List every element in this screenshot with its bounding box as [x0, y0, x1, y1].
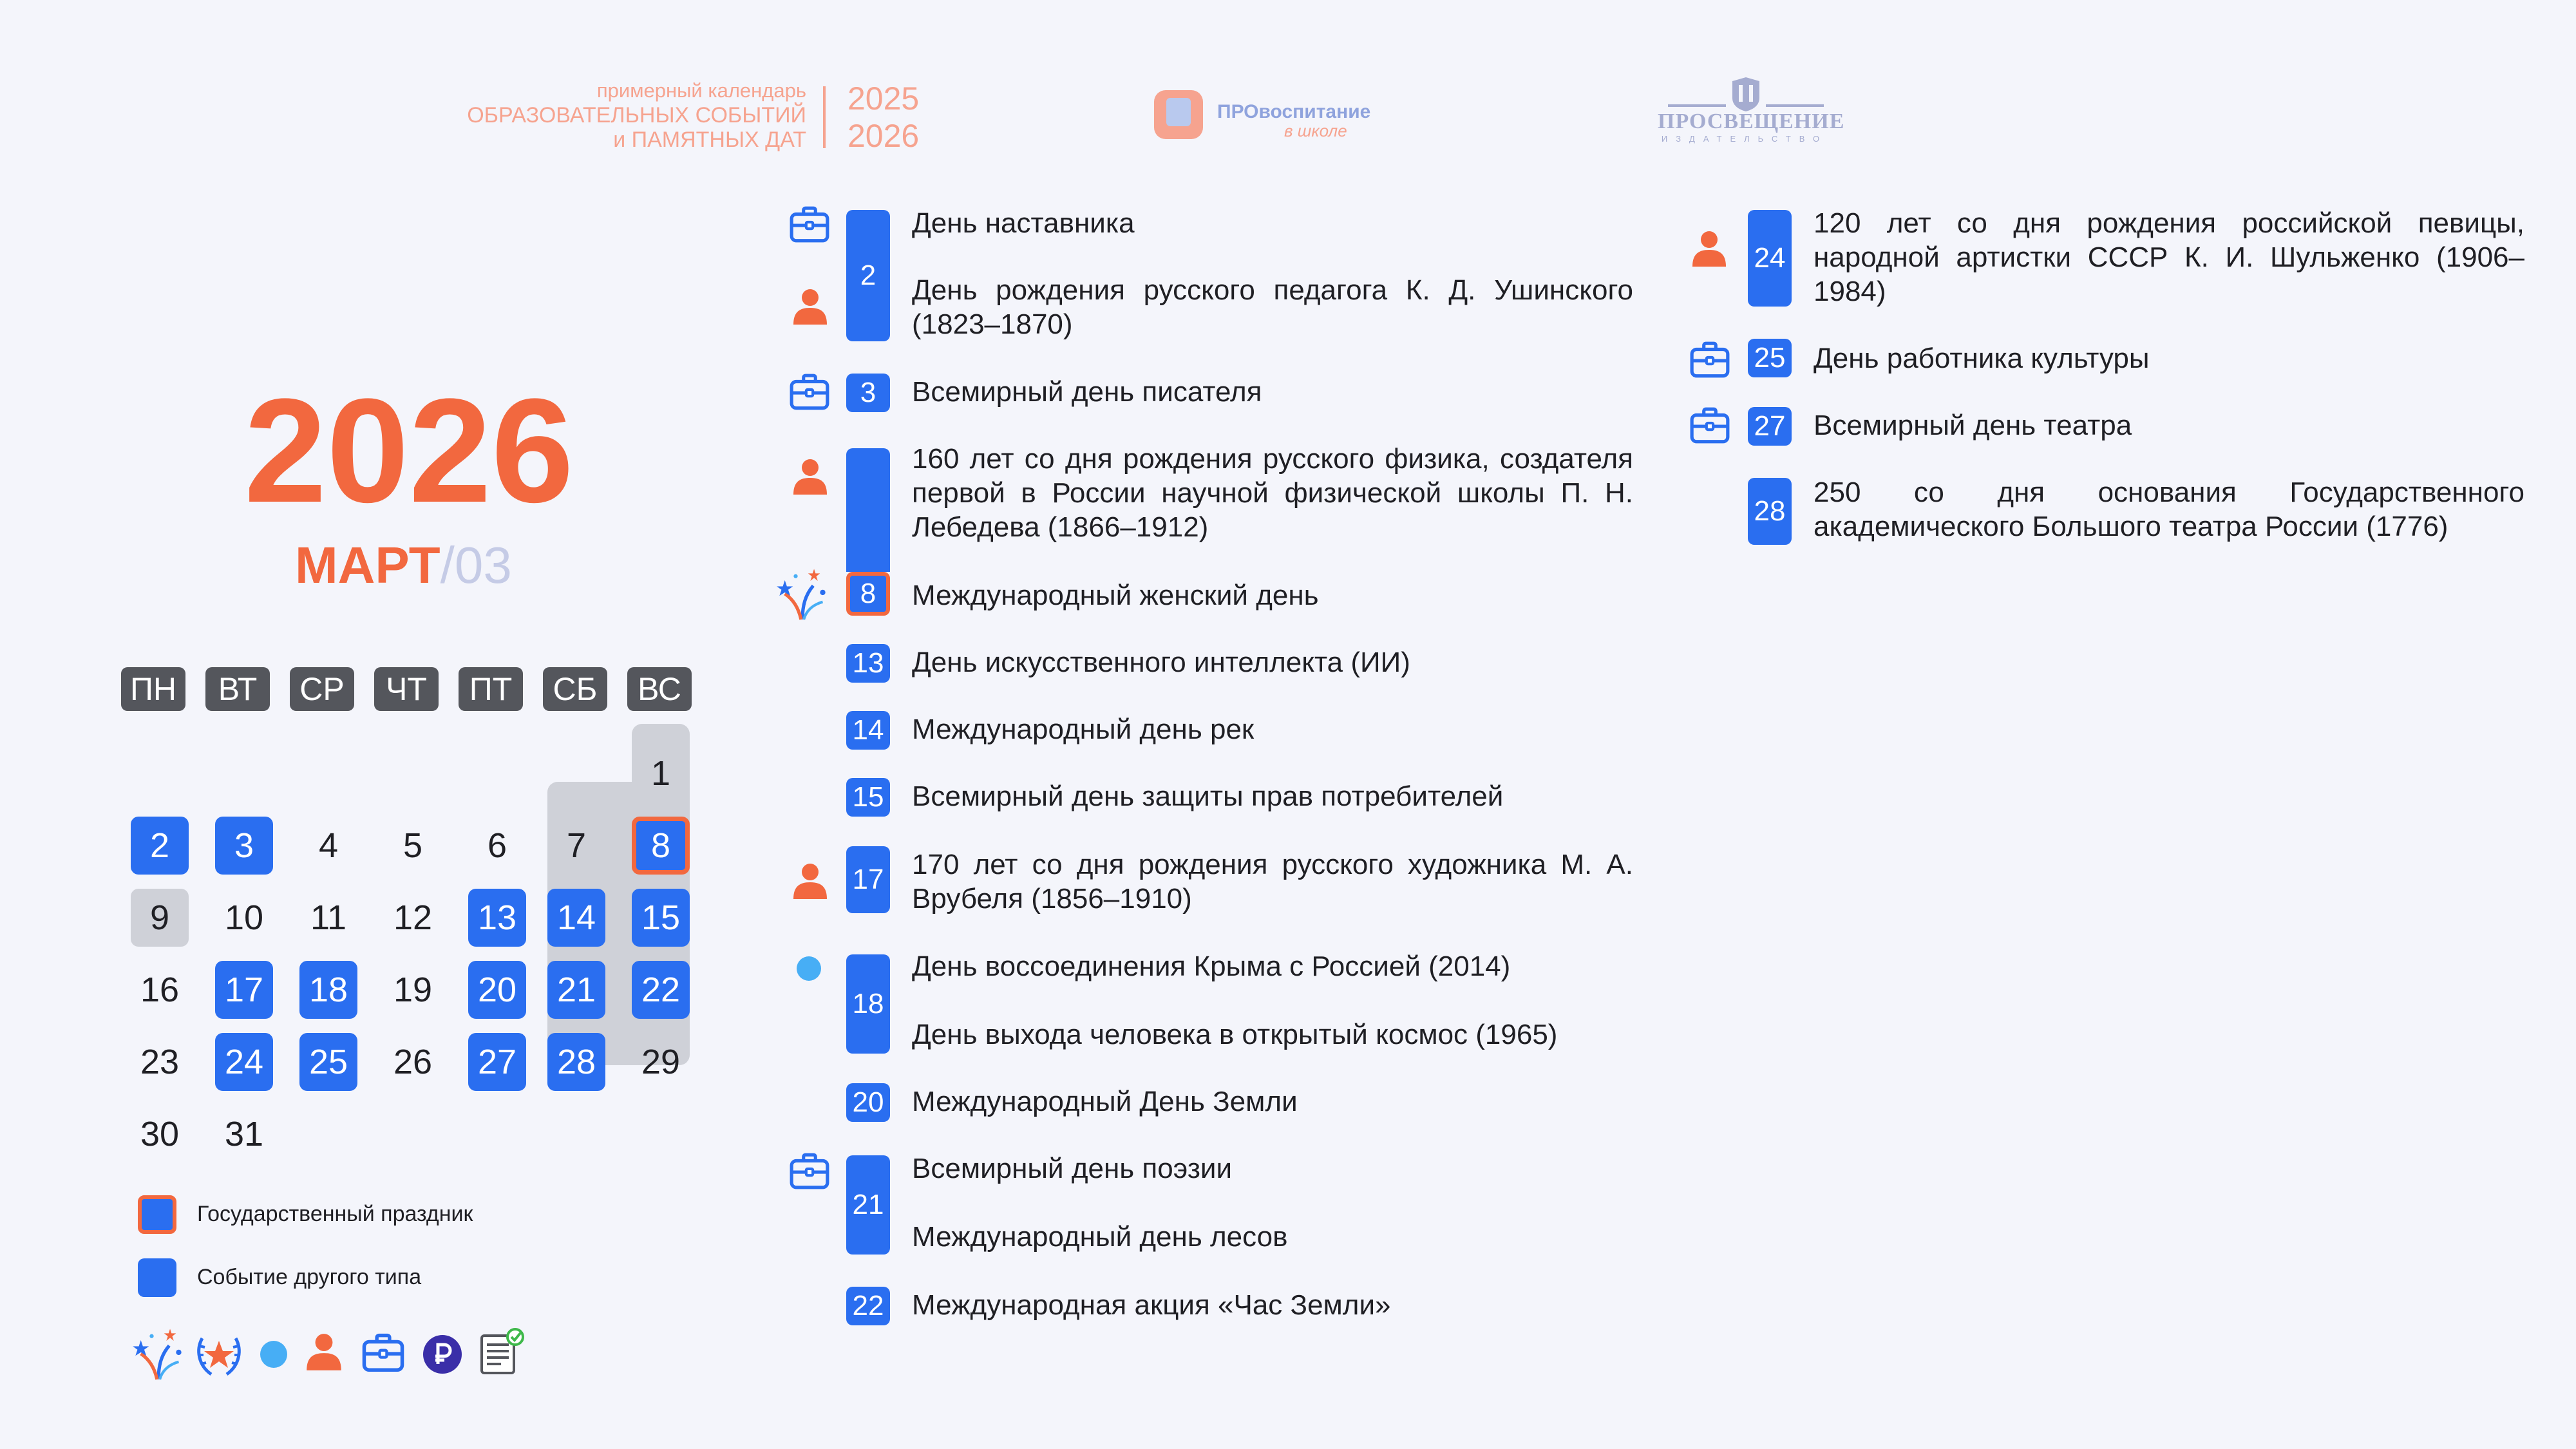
calendar-day[interactable]: 21 — [547, 961, 605, 1019]
briefcase-icon — [788, 204, 831, 246]
event-text: День искусственного интеллекта (ИИ) — [912, 647, 1410, 678]
laurel-star-icon — [193, 1331, 245, 1379]
dot-icon — [259, 1340, 289, 1369]
event-day-18: 18 — [846, 954, 890, 1054]
calendar-day-holiday[interactable]: 8 — [632, 817, 690, 875]
event-text: 120 лет со дня рождения российской певицы, народной артистки СССР К. И. Шульженко (1906–1984) — [1814, 207, 2524, 307]
weekday-thu: ЧТ — [374, 667, 439, 711]
event-day-15: 15 — [846, 778, 890, 817]
person-icon — [790, 286, 831, 327]
fireworks-icon — [131, 1327, 185, 1381]
weekday-fri: ПТ — [459, 667, 523, 711]
event-text: Международный День Земли — [912, 1086, 1298, 1117]
month-title — [295, 535, 512, 596]
calendar-day[interactable]: 26 — [393, 1043, 433, 1081]
event-text: Международный женский день — [912, 580, 1319, 611]
event-day-24: 24 — [1748, 210, 1792, 307]
calendar-day[interactable]: 15 — [632, 889, 690, 947]
year-to: 2026 — [848, 118, 920, 154]
document-icon — [478, 1327, 527, 1376]
calendar-day[interactable]: 16 — [140, 971, 180, 1009]
calendar-day[interactable]: 18 — [299, 961, 357, 1019]
legend-holiday-label: Государственный праздник — [197, 1202, 473, 1226]
person-icon — [790, 456, 831, 497]
month-calendar — [121, 667, 694, 1153]
calendar-day[interactable]: 29 — [641, 1043, 681, 1081]
weekday-wed: СР — [290, 667, 354, 711]
event-day-2: 2 — [846, 210, 890, 341]
event-day-20: 20 — [846, 1083, 890, 1122]
calendar-day[interactable]: 27 — [468, 1033, 526, 1091]
calendar-day[interactable]: 3 — [215, 817, 273, 875]
person-icon — [1689, 228, 1730, 269]
calendar-day[interactable]: 31 — [224, 1115, 264, 1153]
briefcase-icon — [788, 1150, 831, 1193]
person-icon — [790, 860, 831, 902]
calendar-caption — [451, 79, 806, 152]
caption-line-2: ОБРАЗОВАТЕЛЬНЫХ СОБЫТИЙ — [467, 103, 806, 128]
event-day-21: 21 — [846, 1155, 890, 1255]
event-day-22: 22 — [846, 1287, 890, 1325]
fireworks-icon — [775, 567, 829, 621]
calendar-day[interactable]: 4 — [318, 826, 339, 865]
event-text: Международный день лесов — [912, 1221, 1288, 1253]
briefcase-icon — [361, 1331, 406, 1376]
person-icon — [303, 1331, 345, 1373]
calendar-day[interactable]: 23 — [140, 1043, 180, 1081]
legend-other-label: Событие другого типа — [197, 1265, 422, 1289]
provospitanie-logo-subtitle: в школе — [1284, 121, 1347, 140]
event-text: Всемирный день поэзии — [912, 1153, 1233, 1184]
calendar-day[interactable]: 22 — [632, 961, 690, 1019]
weekday-sun: ВС — [627, 667, 692, 711]
event-text: День наставника — [912, 207, 1135, 239]
weekday-mon: ПН — [121, 667, 185, 711]
prosveshchenie-emblem-icon — [1728, 76, 1763, 112]
event-text: Международный день рек — [912, 714, 1255, 745]
event-text: День воссоединения Крыма с Россией (2014) — [912, 951, 1511, 982]
prosveshchenie-rule-right — [1766, 104, 1824, 107]
briefcase-icon — [788, 371, 831, 413]
event-text: День рождения русского педагога К. Д. Ушинского (1823–1870) — [912, 274, 1633, 340]
event-text: Всемирный день защиты прав потребителей — [912, 781, 1504, 812]
weekday-sat: СБ — [543, 667, 607, 711]
header-divider — [823, 86, 826, 148]
calendar-day[interactable]: 5 — [402, 826, 423, 865]
briefcase-icon — [1689, 339, 1731, 381]
event-day-8: 8 — [846, 572, 890, 616]
caption-line-1: примерный календарь — [596, 79, 806, 102]
event-day-17: 17 — [846, 846, 890, 913]
event-day-25: 25 — [1748, 339, 1792, 377]
calendar-day[interactable]: 25 — [299, 1033, 357, 1091]
prosveshchenie-rule-left — [1668, 104, 1726, 107]
event-day-8-bar — [846, 448, 890, 572]
calendar-day[interactable]: 30 — [140, 1115, 180, 1153]
academic-years — [848, 80, 919, 155]
event-day-14: 14 — [846, 711, 890, 750]
calendar-day[interactable]: 1 — [650, 754, 671, 793]
event-day-27: 27 — [1748, 407, 1792, 446]
month-name: МАРТ — [295, 536, 440, 594]
calendar-day[interactable]: 14 — [547, 889, 605, 947]
legend-other-swatch — [138, 1258, 176, 1297]
event-text: Всемирный день театра — [1814, 410, 2132, 441]
calendar-day[interactable]: 11 — [310, 898, 347, 937]
calendar-day[interactable]: 28 — [547, 1033, 605, 1091]
prosveshchenie-logo-text: ПРОСВЕЩЕНИЕ — [1658, 109, 1845, 133]
month-number: /03 — [440, 536, 512, 594]
event-text: 250 со дня основания Государственного академического Большого театра России (1776) — [1814, 477, 2524, 542]
calendar-day[interactable]: 2 — [131, 817, 189, 875]
calendar-day[interactable]: 19 — [393, 971, 433, 1009]
prosveshchenie-logo-subtitle: ИЗДАТЕЛЬСТВО — [1661, 134, 1828, 144]
event-text: День работника культуры — [1814, 343, 2150, 374]
briefcase-icon — [1689, 404, 1731, 447]
event-day-13: 13 — [846, 644, 890, 683]
event-text: День выхода человека в открытый космос (1965) — [912, 1019, 1558, 1050]
event-text: 160 лет со дня рождения русского физика, создателя первой в России научной физической школы П. Н. Лебедева (1866–1912) — [912, 443, 1633, 543]
calendar-day[interactable]: 24 — [215, 1033, 273, 1091]
calendar-day[interactable]: 12 — [393, 898, 433, 937]
calendar-day[interactable]: 6 — [487, 826, 507, 865]
year-from: 2025 — [848, 80, 920, 117]
event-text: 170 лет со дня рождения русского художника М. А. Врубеля (1856–1910) — [912, 849, 1633, 914]
legend-holiday-swatch — [138, 1195, 176, 1234]
dot-icon — [796, 956, 822, 981]
calendar-day[interactable]: 20 — [468, 961, 526, 1019]
year-title: 2026 — [244, 368, 574, 533]
ruble-icon — [422, 1334, 462, 1374]
calendar-day-off[interactable]: 9 — [131, 889, 189, 947]
event-day-3: 3 — [846, 374, 890, 412]
calendar-day[interactable]: 10 — [224, 898, 264, 937]
caption-line-3: и ПАМЯТНЫХ ДАТ — [613, 128, 806, 152]
calendar-day[interactable]: 7 — [566, 826, 587, 865]
provospitanie-logo-icon — [1154, 90, 1203, 139]
event-text: Всемирный день писателя — [912, 376, 1262, 408]
calendar-day[interactable]: 17 — [215, 961, 273, 1019]
event-day-28: 28 — [1748, 478, 1792, 545]
provospitanie-logo-text: ПРОвоспитание — [1217, 101, 1371, 122]
calendar-day[interactable]: 13 — [468, 889, 526, 947]
event-text: Международная акция «Час Земли» — [912, 1289, 1391, 1321]
weekday-tue: ВТ — [205, 667, 270, 711]
